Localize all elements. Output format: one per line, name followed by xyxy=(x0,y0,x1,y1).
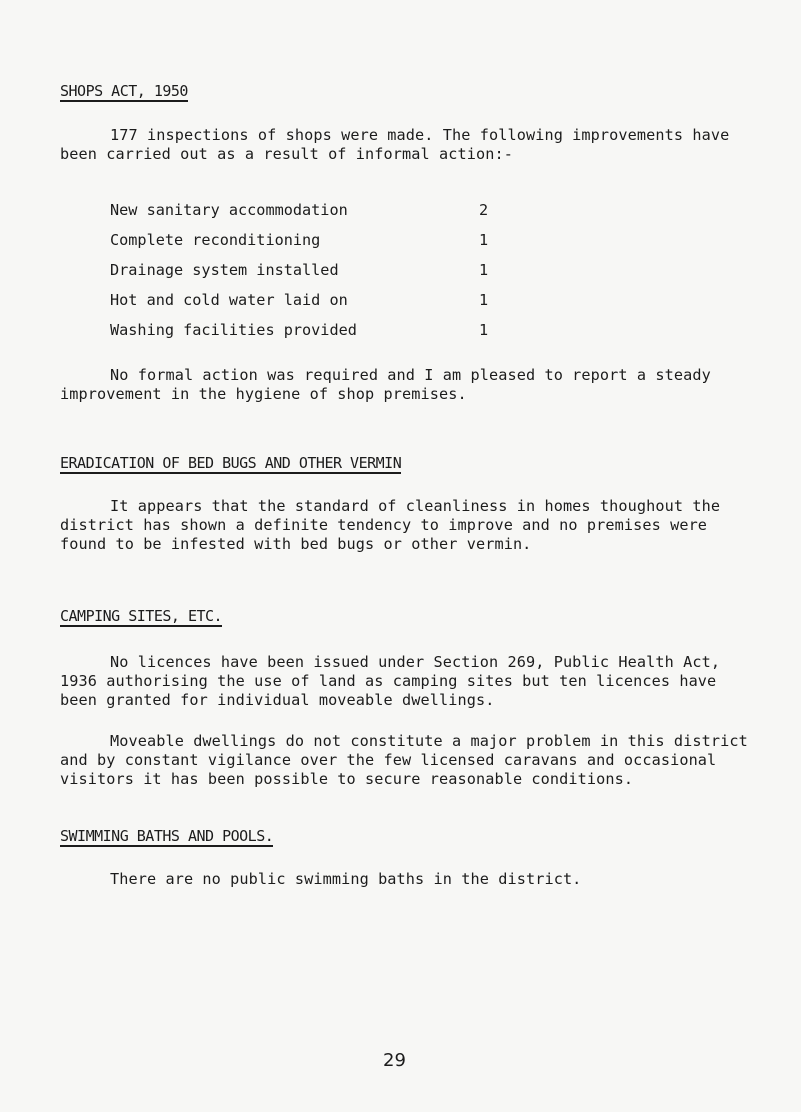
camping-text-2: Moveable dwellings do not constitute a major problem in this district and by constant vigilance over the few licensed caravans and occasional visitors it has been possible to secure reasonable conditions. xyxy=(60,732,748,788)
camping-text-1: No licences have been issued under Section 269, Public Health Act, 1936 authorising the use of land as camping sites but ten licences have been granted for individual moveable dwellings. xyxy=(60,653,721,709)
improvement-count: 1 xyxy=(479,291,489,309)
camping-heading: CAMPING SITES, ETC. xyxy=(60,607,223,625)
swimming-heading: SWIMMING BATHS AND POOLS. xyxy=(60,827,274,845)
vermin-paragraph xyxy=(60,497,760,554)
improvement-count: 2 xyxy=(479,201,489,219)
camping-paragraph-1 xyxy=(60,653,760,710)
list-item xyxy=(110,231,510,261)
vermin-text: It appears that the standard of cleanliness in homes thoughout the district has shown a definite tendency to improve and no premises were found to be infested with bed bugs or other vermin. xyxy=(60,497,721,553)
camping-paragraph-2 xyxy=(60,732,760,789)
page-number: 29 xyxy=(383,1050,406,1071)
swimming-paragraph xyxy=(60,870,760,889)
swimming-text: There are no public swimming baths in the district. xyxy=(110,870,582,888)
shops-act-heading: SHOPS ACT, 1950 xyxy=(60,82,188,100)
improvement-label: New sanitary accommodation xyxy=(110,201,348,219)
improvements-list xyxy=(110,201,510,351)
improvement-count: 1 xyxy=(479,261,489,279)
shops-closing-text: No formal action was required and I am pleased to report a steady improvement in the hygiene of shop premises. xyxy=(60,366,711,403)
list-item xyxy=(110,291,510,321)
improvement-count: 1 xyxy=(479,321,489,339)
shops-intro-paragraph xyxy=(60,126,760,164)
list-item xyxy=(110,201,510,231)
improvement-count: 1 xyxy=(479,231,489,249)
shops-closing-paragraph xyxy=(60,366,760,404)
list-item xyxy=(110,321,510,351)
improvement-label: Complete reconditioning xyxy=(110,231,321,249)
shops-intro-text: 177 inspections of shops were made. The following improvements have been carried out as a result of informal action:- xyxy=(60,126,730,163)
improvement-label: Drainage system installed xyxy=(110,261,339,279)
improvement-label: Hot and cold water laid on xyxy=(110,291,348,309)
list-item xyxy=(110,261,510,291)
vermin-heading: ERADICATION OF BED BUGS AND OTHER VERMIN xyxy=(60,454,402,472)
improvement-label: Washing facilities provided xyxy=(110,321,357,339)
